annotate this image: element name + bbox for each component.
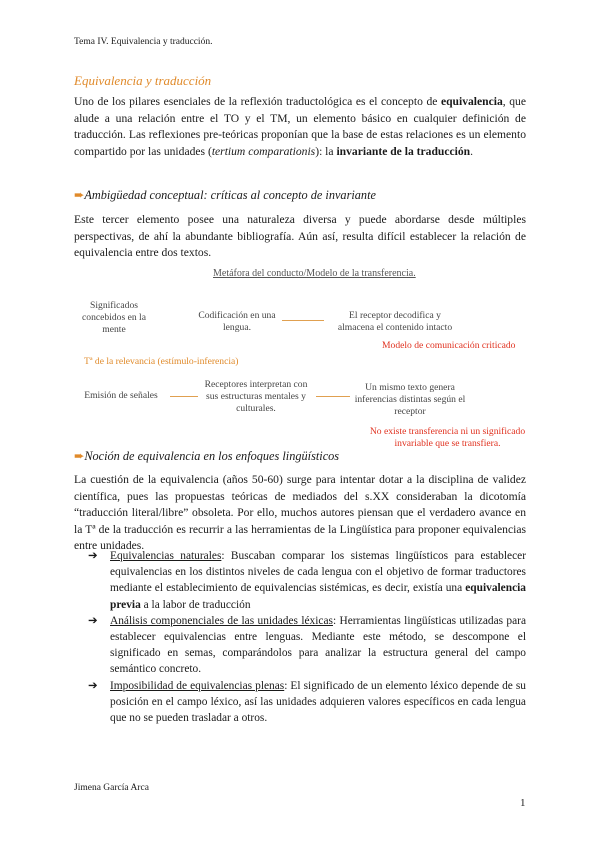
list-item-title: Análisis componenciales de las unidades léxicas	[110, 614, 333, 627]
list-item-text: : El significado de un elemento léxico depende de su posición en el campo léxico, así las unidades adquieren valores específicos en cada lengua que no se pueden trasladar a otros.	[110, 679, 526, 725]
list-item	[88, 678, 526, 727]
intro-bold-equivalencia: equivalencia	[440, 95, 503, 108]
paragraph-ambiguedad: Este tercer elemento posee una naturaleza diversa y puede abordarse desde múltiples perspectivas, de ahí la abundante bibliografía. Aún así, resulta difícil establecer la relación de equivalencia entre dos textos.	[74, 213, 526, 260]
list-item-text: : Herramientas lingüísticas utilizadas para establecer equivalencias entre lenguas. Mediante este método, se descompone el significado en semas, comparándolos para analizar la estructura general del campo semántico concreto.	[110, 614, 526, 676]
intro-text-4: .	[470, 144, 474, 158]
list-item-title: Imposibilidad de equivalencias plenas	[110, 679, 285, 692]
subsection-enfoques-linguisticos	[74, 449, 339, 464]
subsection-title: Noción de equivalencia en los enfoques lingüísticos	[84, 449, 340, 463]
diagram-relevance-label: Tª de la relevancia (estímulo-inferencia)	[84, 356, 239, 367]
intro-text-2: , que alude a una relación entre el TO y el TM, un elemento básico en cualquier definición de traducción. Las reflexiones pre-teóricas proponían que la base de estas relaciones es un elemento compartido por las unidades (	[74, 95, 526, 158]
list-item-text: : Buscaban comparar los sistemas lingüísticos para establecer equivalencias en los distintos niveles de cada lengua con el objetivo de formar traductores mediante el establecimiento de equivalencias sistémicas, es decir, existía una	[110, 550, 526, 595]
diagram-connector	[282, 320, 324, 321]
arrow-right-icon: ➨	[74, 449, 85, 463]
diagram-node-receptor: El receptor decodifica y almacena el contenido intacto	[337, 310, 453, 333]
section-title: Equivalencia y traducción	[74, 73, 212, 88]
diagram-node-significados: Significados concebidos en la mente	[82, 300, 146, 335]
running-header: Tema IV. Equivalencia y traducción.	[74, 37, 213, 47]
list-item	[88, 613, 526, 678]
list-item-tail: a la labor de traducción	[140, 598, 251, 611]
subsection-title: Ambigüedad conceptual: críticas al concepto de invariante	[84, 188, 376, 202]
bullet-list	[88, 548, 526, 726]
diagram-node-mismo-texto: Un mismo texto genera inferencias distintas según el receptor	[354, 382, 466, 417]
intro-paragraph	[74, 94, 526, 160]
subsection-ambiguedad	[74, 188, 376, 203]
diagram-node-receptores: Receptores interpretan con sus estructuras mentales y culturales.	[204, 379, 308, 414]
arrow-bullet-icon: ➔	[88, 550, 98, 562]
arrow-bullet-icon: ➔	[88, 679, 98, 692]
paragraph-enfoques: La cuestión de la equivalencia (años 50-60) surge para intentar dotar a la disciplina de validez científica, pues las propuestas teóricas de mediados del s.XX consideraban la dicotomía “traducción literal/libre” obsoleta. Por ello, muchos autores piensan que el verdadero avance en la Tª de la traducción es recurrir a las herramientas de la Lingüística para proponer equivalencias entre unidades.	[74, 473, 526, 553]
diagram-node-codificacion: Codificación en una lengua.	[198, 310, 276, 333]
diagram-critique-note: Modelo de comunicación criticado	[382, 340, 516, 351]
intro-italic-tertium: tertium comparationis	[211, 144, 316, 158]
diagram-no-transfer-note: No existe transferencia ni un significado invariable que se transfiera.	[369, 426, 526, 449]
list-item-bold: equivalencia previa	[110, 582, 526, 611]
arrow-bullet-icon: ➔	[88, 614, 98, 627]
arrow-right-icon: ➨	[74, 188, 85, 202]
diagram-connector	[170, 396, 198, 397]
diagram-connector	[316, 396, 350, 397]
diagram-node-emision: Emisión de señales	[84, 390, 158, 401]
page-number: 1	[520, 797, 526, 809]
intro-text-1: Uno de los pilares esenciales de la reflexión traductológica es el concepto de	[74, 95, 441, 108]
intro-text-3: ): la	[315, 144, 337, 158]
diagram-title: Metáfora del conducto/Modelo de la transferencia.	[213, 268, 416, 279]
intro-bold-invariante: invariante de la traducción	[336, 144, 471, 158]
footer-author: Jimena García Arca	[74, 783, 149, 793]
list-item-title: Equivalencias naturales	[110, 550, 222, 562]
list-item	[88, 548, 526, 613]
